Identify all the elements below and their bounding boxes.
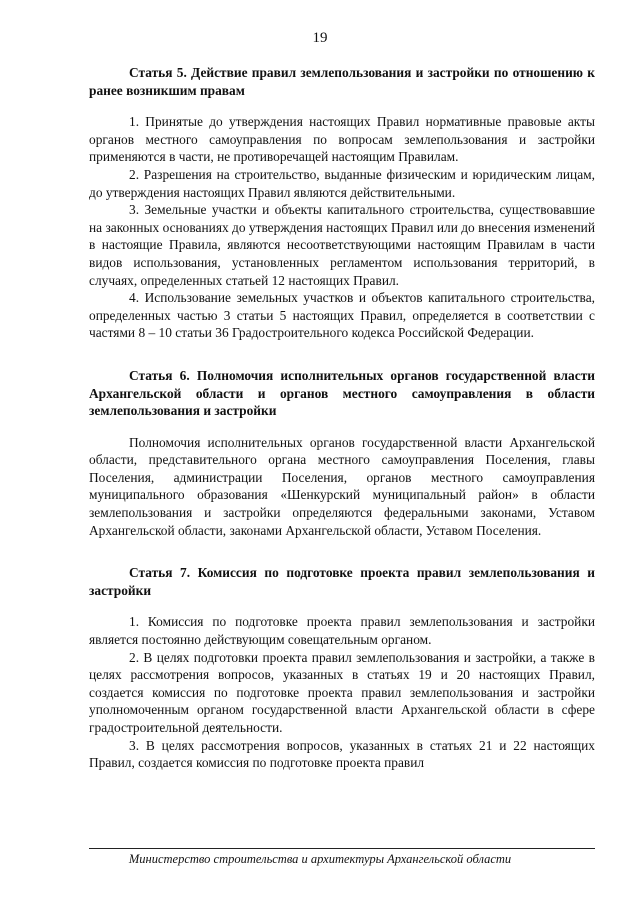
paragraph: 1. Комиссия по подготовке проекта правил землепользования и застройки является постоянно действующим совещательным органом. — [89, 614, 595, 648]
footer-divider — [89, 848, 595, 849]
footer-text: Министерство строительства и архитектуры Архангельской области — [128, 852, 512, 866]
article-heading: Статья 5. Действие правил землепользования и застройки по отношению к ранее возникшим правам — [89, 65, 595, 98]
document-body — [89, 64, 595, 789]
paragraph: Полномочия исполнительных органов государственной власти Архангельской области, представительного органа местного самоуправления Поселения, главы Поселения, администрации Поселения, органов местного самоуправления муниципального образования «Шенкурский муниципальный район» в области землепользования и застройки определяются федеральными законами, Уставом Архангельской области, законами Архангельской области, Уставом Поселения. — [89, 434, 595, 538]
article-heading: Статья 7. Комиссия по подготовке проекта правил землепользования и застройки — [89, 565, 595, 598]
paragraph: 2. В целях подготовки проекта правил землепользования и застройки, а также в целях рассмотрения вопросов, указанных в статьях 19 и 20 настоящих Правил, создается комиссия по подготовке проекта правил землепользования и застройки уполномоченным органом государственной власти Архангельской области в сфере градостроительной деятельности. — [89, 649, 595, 735]
article-7 — [89, 564, 595, 772]
article-heading: Статья 6. Полномочия исполнительных органов государственной власти Архангельской области и органов местного самоуправления в области землепользования и застройки — [89, 367, 595, 419]
paragraph: 3. В целях рассмотрения вопросов, указанных в статьях 21 и 22 настоящих Правил, создается комиссия по подготовке проекта правил — [89, 737, 595, 771]
paragraph: 1. Принятые до утверждения настоящих Правил нормативные правовые акты органов местного самоуправления по вопросам землепользования и застройки применяются в части, не противоречащей настоящим Правилам. — [89, 114, 595, 165]
article-5 — [89, 64, 595, 342]
paragraph: 2. Разрешения на строительство, выданные физическим и юридическим лицам, до утверждения настоящих Правил являются действительными. — [89, 166, 595, 200]
page-number: 19 — [312, 30, 328, 46]
article-6 — [89, 367, 595, 539]
paragraph: 4. Использование земельных участков и объектов капитального строительства, определенных частью 3 статьи 5 настоящих Правил, определяется в соответствии с частями 8 – 10 статьи 36 Градостроительного кодекса Российской Федерации. — [89, 290, 595, 341]
paragraph: 3. Земельные участки и объекты капитального строительства, существовавшие на законных основаниях до утверждения настоящих Правил или до внесения изменений в настоящие Правила, являются несоответствующими настоящим Правилам в части видов использования, установленных регламентом использования территорий, в случаях, определенных статьей 12 настоящих Правил. — [89, 202, 596, 288]
